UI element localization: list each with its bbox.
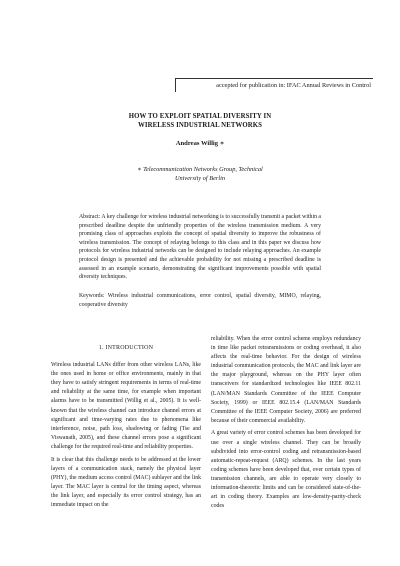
keywords [79, 292, 321, 309]
abstract [79, 213, 321, 282]
section-heading-introduction: 1. INTRODUCTION [98, 345, 154, 351]
keywords-text: Wireless industrial communications, error control, spatial diversity, MIMO, relaying, cooperative diversity [79, 293, 321, 308]
left-column [51, 344, 201, 514]
affiliation-line-2: University of Berlin [174, 174, 225, 182]
abstract-label: Abstract: [79, 214, 101, 220]
title-line-1: HOW TO EXPLOIT SPATIAL DIVERSITY IN [128, 113, 272, 120]
affiliation-line-1: ∗ Telecommunication Networks Group, Technical [137, 166, 263, 173]
intro-paragraph-4: A great variety of error control schemes has been developed for use over a single wireless channel. They can be broadly subdivided into error-control coding and retransmission-based automatic-repeat-request (ARQ) schemes. In the last years coding schemes have been developed that, over certain types of transmission channels, are able to operate very closely to information-theoretic limits and can be considered state-of-the-art in coding theory. Examples are low-density-parity-check codes [211, 430, 361, 510]
paper-title [60, 112, 340, 130]
intro-paragraph-2: It is clear that this challenge needs to be addressed at the lower layers of a communication stack, namely the physical layer (PHY), the medium access control (MAC) sublayer and the link layer. The MAC layer is central for the timing aspect, whereas the link layer, and especially its error control strategy, has an immediate impact on the [51, 456, 201, 508]
intro-paragraph-1: Wireless industrial LANs differ from other wireless LANs, like the ones used in home or office environments, mainly in that they have to satisfy stringent requirements in terms of real-time and reliability at the same time, for example when important alarms have to be transmitted (Willig et al., 2005). It is well-known that the wireless channel can introduce channel errors at significant and time-varying rates due to phenomena like interference, noise, path loss, shadowing or fading (Tse and Viswanath, 2005), and these channel errors pose a significant challenge for the required real-time and reliability properties. [51, 362, 201, 450]
publication-note: accepted for publication in: IFAC Annual Reviews in Control [175, 78, 373, 92]
author-affiliation [100, 166, 300, 183]
intro-paragraph-3: reliability. When the error control scheme employs redundancy in time like packet retransmissions or coding overhead, it also affects the real-time behavior. For the design of wireless industrial communication protocols, the MAC and link layer are the major playground, whereas on the PHY layer often transceivers for standardized technologies like IEEE 802.11 (LAN/MAN Standards Committee of the IEEE Computer Society, 1999) or IEEE 802.15.4 (LAN/MAN Standards Committee of the IEEE Computer Society, 2006) are preferred because of their commercial availability. [211, 336, 361, 424]
author-name: Andreas Willig ∗ [175, 140, 225, 147]
right-column [211, 335, 361, 515]
title-line-2: WIRELESS INDUSTRIAL NETWORKS [137, 122, 263, 129]
abstract-text: A key challenge for wireless industrial networking is to successfully transmit a packet within a prescribed deadline despite the unfriendly properties of the wireless transmission medium. A very promising class of approaches exploits the concept of spatial diversity to improve the robustness of wireless transmission. The concept of relaying belongs to this class and in this paper we discuss how protocols for wireless industrial networks can be designed to include relaying approaches. An example protocol design is presented and the achievable probability for not missing a prescribed deadline is assessed in an example scenario, demonstrating the significant improvements possible with spatial diversity techniques. [79, 214, 321, 281]
keywords-label: Keywords: [79, 293, 105, 299]
